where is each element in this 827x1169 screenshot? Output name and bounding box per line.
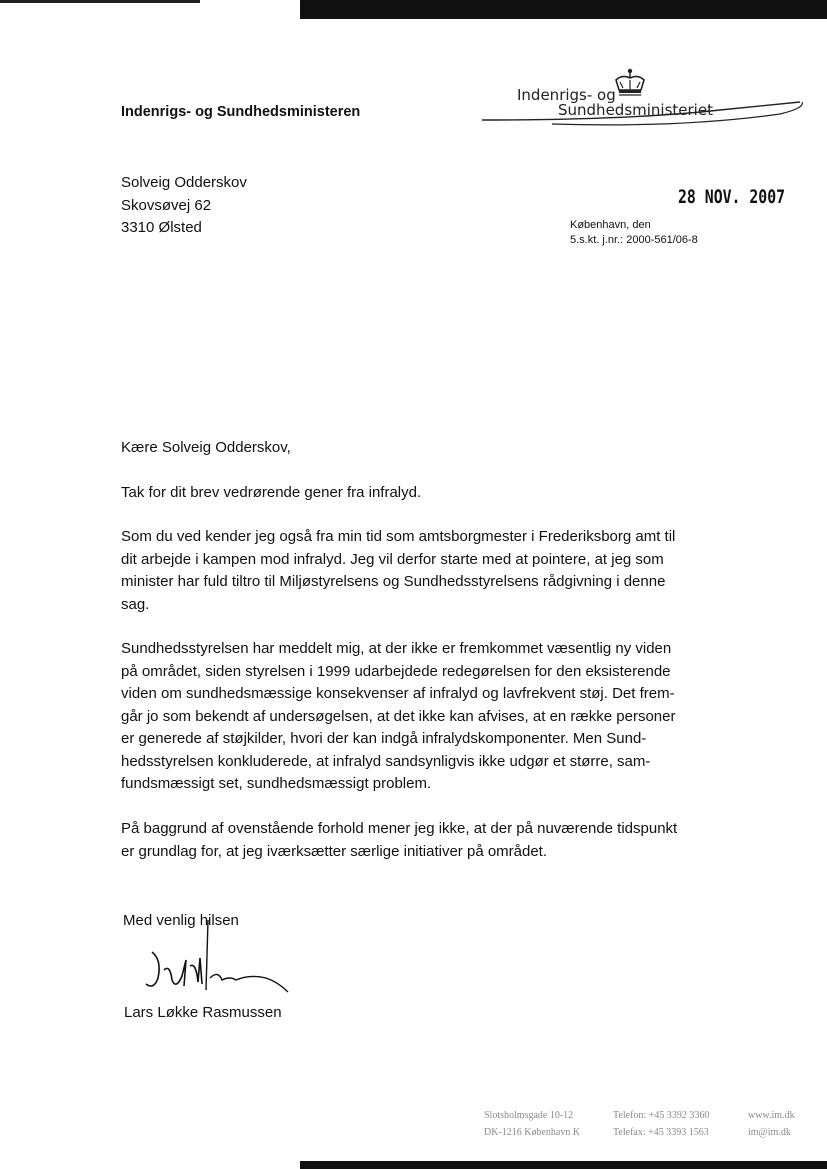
signer-name: Lars Løkke Rasmussen [124,1004,282,1021]
scan-edge-top-left [0,0,200,3]
paragraph-line: Tak for dit brev vedrørende gener fra infralyd. [121,484,422,501]
date-stamp: 28 NOV. 2007 [678,186,786,208]
paragraph-line: hedsstyrelsen konkluderede, at infralyd sandsynligvis ikke udgør et større, sam- [121,752,651,770]
letter-meta [570,218,698,248]
footer-email: im@im.dk [748,1127,791,1138]
paragraph-line: går jo som bekendt af undersøgelsen, at det ikke kan afvises, at en række personer [121,707,676,725]
recipient-city: 3310 Ølsted [121,219,202,236]
paragraph-line: fundsmæssigt set, sundhedsmæssigt problem. [121,775,432,792]
paragraph-line: dit arbejde i kampen mod infralyd. Jeg vil derfor starte med at pointere, at jeg som [121,550,664,568]
footer-website: www.im.dk [748,1110,795,1121]
logo-text-line2: Sundhedsministeriet [558,101,713,119]
scan-edge-top [300,0,827,19]
paragraph-line: viden om sundhedsmæssige konsekvenser af infralyd og lavfrekvent støj. Det frem- [121,685,675,702]
sender-heading: Indenrigs- og Sundhedsministeren [121,104,361,120]
paragraph-line: sag. [121,595,150,613]
meta-place: København, den [570,219,651,231]
logo-text-line1: Indenrigs- og [517,86,616,104]
paragraph-line: Som du ved kender jeg også fra min tid som amtsborgmester i Frederiksborg amt til [121,528,676,545]
footer-address-line: DK-1216 København K [484,1127,581,1138]
paragraph-line: På baggrund af ovenstående forhold mener jeg ikke, at der på nuværende tidspunkt [121,820,678,837]
footer-phone: Telefon: +45 3392 3360 [613,1110,710,1121]
paragraph-line: er generede af støjkilder, hvori der kan indgå infralydskomponenter. Men Sund- [121,730,647,747]
footer-phone-fax [613,1107,709,1141]
paragraph-line: Sundhedsstyrelsen har meddelt mig, at der ikke er fremkommet væsentlig ny viden [121,640,672,657]
footer-address-line: Slotsholmsgade 10-12 [484,1110,574,1121]
paragraph-line: minister har fuld tiltro til Miljøstyrelsens og Sundhedsstyrelsens rådgivning i denne [121,573,666,590]
closing: Med venlig hilsen [123,912,239,929]
footer-web-email [748,1107,795,1141]
meta-reference: 5.s.kt. j.nr.: 2000-561/06-8 [570,234,698,246]
crown-icon [616,69,644,95]
paragraph-2 [121,526,721,616]
paragraph-4 [121,818,721,863]
recipient-address [121,172,247,240]
paragraph-line: er grundlag for, at jeg iværksætter særlige initiativer på området. [121,842,548,860]
recipient-name: Solveig Odderskov [121,174,247,191]
recipient-street: Skovsøvej 62 [121,196,212,214]
handwritten-signature [140,920,300,1010]
scan-edge-bottom [300,1161,827,1169]
paragraph-3 [121,638,721,796]
salutation: Kære Solveig Odderskov, [121,439,291,456]
footer-fax: Telefax: +45 3393 1563 [613,1127,709,1138]
footer-address [484,1107,580,1141]
paragraph-line: på området, siden styrelsen i 1999 udarbejdede redegørelsen for den eksisterende [121,662,671,680]
paragraph-1 [121,482,721,505]
